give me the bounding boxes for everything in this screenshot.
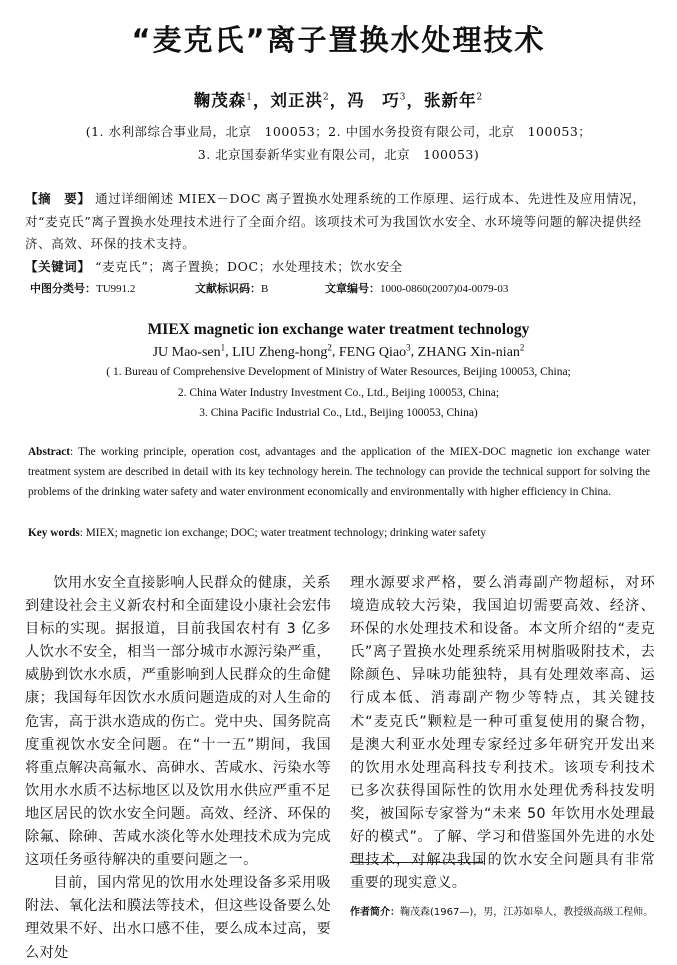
author-en: ZHANG Xin-nian$^2$	[417, 342, 525, 360]
keywords-cn-text: “麦克氏”；离子置换；DOC；水处理技术；饮水安全	[90, 259, 403, 274]
abstract-cn-label: 【摘 要】	[25, 191, 91, 206]
author-bio-text: 鞠茂森(1967—)，男，江苏如皋人，教授级高级工程师。	[400, 907, 654, 918]
abstract-cn	[25, 188, 657, 256]
paper-title-en: MIEX magnetic ion exchange water treatment technology	[147, 321, 530, 338]
keywords-cn	[25, 256, 657, 279]
clc-number: 中图分类号：TU991.2	[30, 282, 136, 295]
author-cn: 刘正洪$^2$	[270, 91, 330, 110]
affiliation-en-line: 3. China Pacific Industrial Co., Ltd., Beijing 100053, China)	[199, 407, 478, 419]
author-en: LIU Zheng-hong$^2$	[232, 342, 332, 360]
keywords-cn-label: 【关键词】	[25, 259, 91, 274]
affiliation-cn-line: (1. 水利部综合事业局，北京 100053；2. 中国水务投资有限公司，北京 100053；	[85, 124, 592, 139]
body-column-left	[25, 572, 331, 965]
body-column-right	[350, 572, 655, 895]
author-bio-label: 作者简介：	[350, 907, 400, 918]
abstract-en-label: Abstract	[28, 446, 71, 458]
author-en: FENG Qiao$^3$	[338, 342, 411, 360]
body-paragraph: 目前，国内常见的饮用水处理设备多采用吸附法、氧化法和膜法等技术，但这些设备要么处理效果不好、出水口感不佳，要么成本过高，要么对处	[25, 875, 331, 961]
paper-title: “麦克氏”离子置换水处理技术	[131, 23, 546, 57]
author-bio	[350, 903, 653, 918]
authors-en: JU Mao-sen$^1$, LIU Zheng-hong$^2$, FENG Qiao$^3$, ZHANG Xin-nian$^2$	[152, 342, 525, 360]
affiliation-en-line: 2. China Water Industry Investment Co., Ltd., Beijing 100053, China;	[177, 387, 500, 399]
footnote-divider	[350, 862, 483, 863]
abstract-en-text: The working principle, operation cost, advantages and the application of the MIEX-DOC magnetic ion exchange water treatment system are described in detail with its key technology herein. The technology can provide the technical support for solving the problems of the drinking water safety and water environment economically and environmentally with higher efficiency in China.	[28, 446, 650, 498]
author-cn: 鞠茂森$^1$	[193, 91, 254, 110]
author-cn: 冯 巧$^3$	[347, 91, 407, 110]
keywords-en: Key words: MIEX; magnetic ion exchange; DOC; water treatment technology; drinking water safety	[28, 527, 487, 539]
keywords-en-label: Key words	[28, 527, 80, 539]
abstract-cn-text: 通过详细阐述 MIEX－DOC 离子置换水处理系统的工作原理、运行成本、先进性及应用情况，对“麦克氏”离子置换水处理技术进行了全面介绍。该项技术可为我国饮水安全、水环境等问题的解决提供经济、高效、环保的技术支持。	[25, 191, 646, 251]
body-paragraph: 饮用水安全直接影响人民群众的健康，关系到建设社会主义新农村和全面建设小康社会宏伟目标的实现。据报道，目前我国农村有 3 亿多人饮水不安全，相当一部分城市水源污染严重，威胁到饮水水质，严重影响到人民群众的生命健康；我国每年因饮水水质问题造成的对人生命的危害，高于洪水造成的伤亡。党中央、国务院高度重视饮水安全问题。在“十一五”期间，我国将重点解决高氟水、高砷水、苦咸水、污染水等饮用水水质不达标地区以及饮用水供应严重不足地区居民的饮水安全问题。高效、经济、环保的除氟、除砷、苦咸水淡化等水处理技术成为完成这项任务亟待解决的重要问题之一。	[25, 575, 331, 869]
author-cn: 张新年$^2$	[423, 91, 484, 110]
article-number: 文章编号：1000-0860(2007)04-0079-03	[325, 282, 509, 295]
authors-cn: 鞠茂森$^1$，刘正洪$^2$，冯 巧$^3$，张新年$^2$	[193, 91, 484, 110]
author-en: JU Mao-sen$^1$	[152, 342, 226, 360]
affiliation-en-line: ( 1. Bureau of Comprehensive Development of Ministry of Water Resources, Beijing 100053, China;	[106, 366, 571, 378]
affiliation-cn-line: 3. 北京国泰新华实业有限公司，北京 100053)	[197, 147, 480, 162]
abstract-en: Abstract: The working principle, operation cost, advantages and the application of the MIEX-DOC magnetic ion exchange water treatment system are described in detail with its key technology herein. The technology can provide the technical support for solving the problems of the drinking water safety and water environment economically and environmentally with higher efficiency in China.	[28, 446, 650, 498]
keywords-en-text: MIEX; magnetic ion exchange; DOC; water treatment technology; drinking water safety	[85, 527, 487, 539]
body-paragraph: 理水源要求严格，要么消毒副产物超标，对环境造成较大污染，我国迫切需要高效、经济、环保的水处理技术和设备。本文所介绍的“麦克氏”离子置换水处理系统采用树脂吸附技术，去除颜色、异味功能独特，具有处理效率高、运行成本低、消毒副产物少等特点，其关键技术“麦克氏”颗粒是一种可重复使用的聚合物，是澳大利亚水处理专家经过多年研究开发出来的饮用水处理高科技专利技术。该项专利技术已多次获得国际性的饮用水处理优秀科技发明奖，被国际专家誉为“未来 50 年饮用水处理最好的模式”。了解、学习和借鉴国外先进的水处理技术，对解决我国的饮水安全问题具有非常重要的现实意义。	[350, 575, 655, 892]
document-code: 文献标识码：B	[195, 282, 269, 295]
